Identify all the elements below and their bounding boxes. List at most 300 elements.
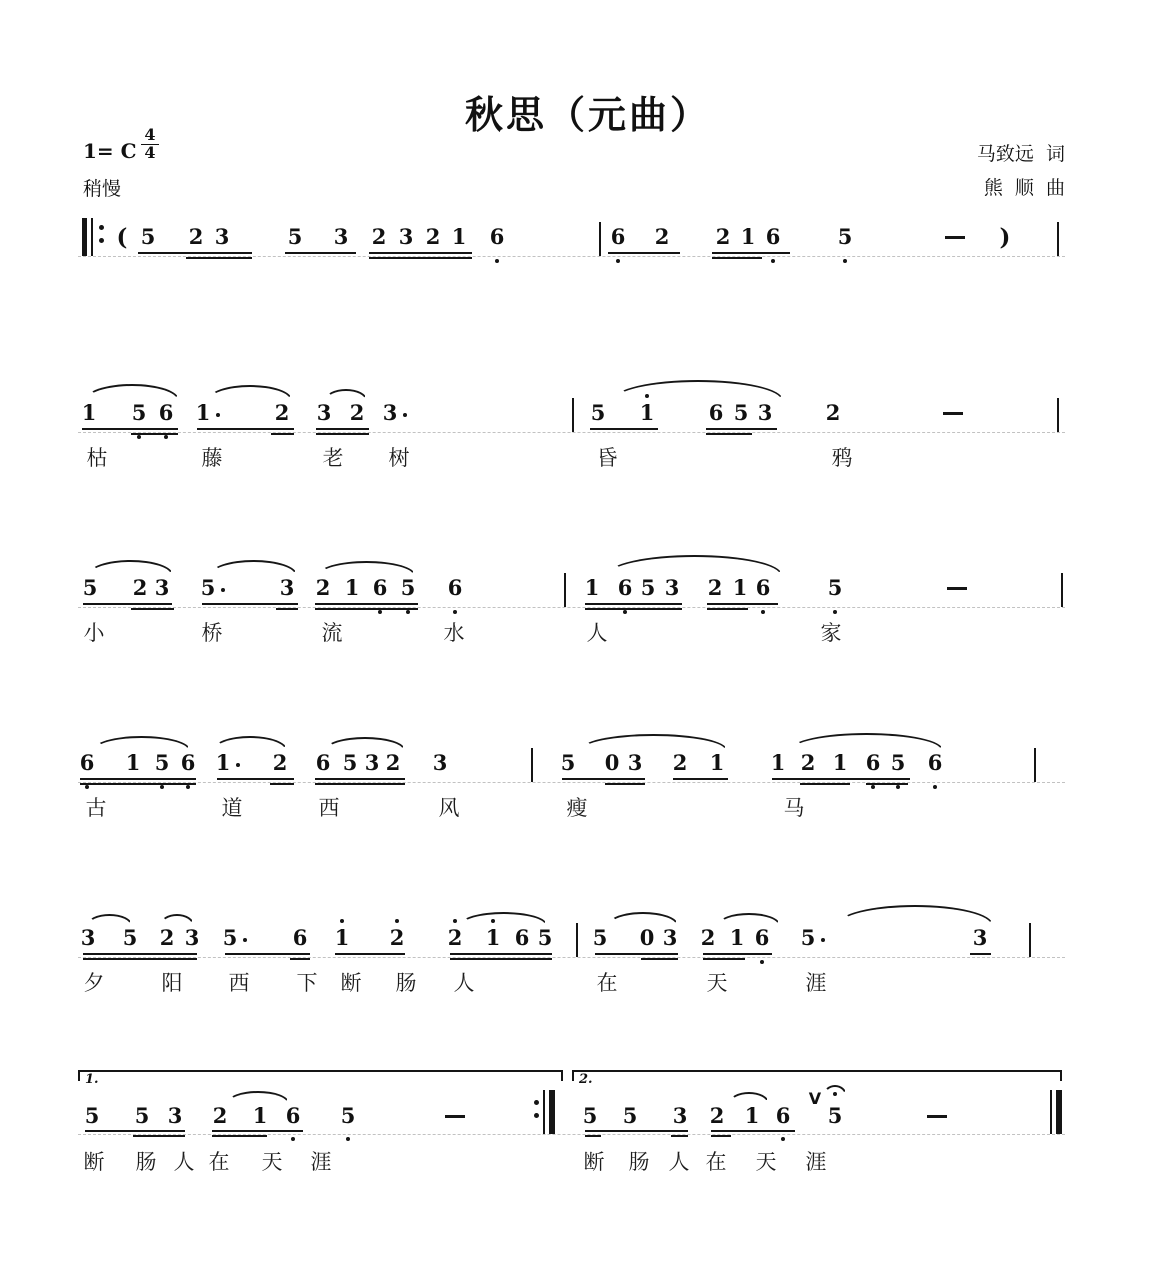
beam-underline [315,778,405,780]
note-digit: 2 [385,750,401,775]
octave-dot-above [340,919,344,923]
beam-underline [83,958,197,960]
beam-underline [706,428,777,430]
note-digit: 5 [560,750,576,775]
note-digit: 5 [200,575,216,600]
time-signature-numerator: 4 [144,125,156,144]
augmentation-dot [236,763,240,767]
note-digit: 2 [800,750,816,775]
lyric-char: 天 [261,1150,283,1174]
octave-dot-below [760,960,764,964]
ending-bracket [572,1070,1062,1081]
note-digit: 5 [222,925,238,950]
dash-extension [927,1115,947,1118]
lyric-char: 天 [706,971,728,995]
note-digit: 3 [80,925,96,950]
note-digit: 6 [315,750,331,775]
lyric-char: 在 [596,971,618,995]
note-digit: 1 [639,400,655,425]
slur-arc [318,561,415,575]
note-digit: 3 [167,1103,183,1128]
lyric-char: 断 [340,971,362,995]
note-digit: 1 [732,575,748,600]
staff-guide-line [78,957,1065,958]
note-digit: 3 [364,750,380,775]
beam-underline [706,433,752,435]
barline [576,923,578,957]
note-digit: 6 [514,925,530,950]
augmentation-dot [821,938,825,942]
note-digit: 1 [832,750,848,775]
note-digit: 2 [349,400,365,425]
lyric-char: 断 [83,1150,105,1174]
beam-underline [562,778,645,780]
beam-underline [450,953,552,955]
note-digit: 2 [707,575,723,600]
beam-underline [712,252,790,254]
note-digit: 5 [827,1103,843,1128]
slur-arc [613,380,783,400]
lyric-char: 小 [83,621,105,645]
beam-underline [315,783,405,785]
augmentation-dot [243,938,247,942]
note-digit: 2 [672,750,688,775]
note-digit: 1 [485,925,501,950]
lyric-char: 藤 [201,446,223,470]
octave-dot-below [495,259,499,263]
octave-dot-above [395,919,399,923]
beam-underline [605,783,645,785]
note-digit: 6 [180,750,196,775]
slur-arc [213,736,287,750]
note-digit: 5 [84,1103,100,1128]
note-digit: 5 [592,925,608,950]
note-digit: 1 [584,575,600,600]
slur-arc [790,733,943,750]
octave-dot-below [771,259,775,263]
note-digit: 6 [765,224,781,249]
note-digit: 1 [195,400,211,425]
note-digit: 2 [274,400,290,425]
octave-dot-below [291,1137,295,1141]
slur-arc [325,737,405,750]
beam-underline [83,603,172,605]
note-digit: 6 [285,1103,301,1128]
beam-underline [703,958,745,960]
lyric-char: 下 [296,971,318,995]
note-digit: 5 [800,925,816,950]
dash-extension [943,412,963,415]
slur-arc [608,912,678,925]
beam-underline [585,603,682,605]
note-digit: 6 [865,750,881,775]
note-digit: 5 [82,575,98,600]
augmentation-dot [403,413,407,417]
repeat-dot [99,225,104,230]
note-digit: 5 [582,1103,598,1128]
note-digit: 0 [604,750,620,775]
note-digit: 6 [447,575,463,600]
note-digit: 3 [333,224,349,249]
time-signature-denominator: 4 [141,144,159,162]
note-digit: 5 [122,925,138,950]
ending-bracket-label: 2. [579,1072,593,1087]
octave-dot-above [645,394,649,398]
octave-dot-below [833,610,837,614]
note-digit: 3 [672,1103,688,1128]
octave-dot-below [378,610,382,614]
octave-dot-below [871,785,875,789]
parenthesis: ( [116,224,128,251]
beam-underline [82,428,178,430]
barline [531,748,533,782]
lyric-char: 流 [321,621,343,645]
beam-underline [711,1130,795,1132]
note-digit: 1 [215,750,231,775]
note-digit: 6 [79,750,95,775]
note-digit: 0 [639,925,655,950]
lyric-char: 家 [820,621,842,645]
lyric-char: 枯 [86,446,108,470]
beam-underline [186,257,252,259]
note-digit: 1 [125,750,141,775]
beam-underline [217,778,294,780]
staff-guide-line [78,432,1065,433]
note-digit: 5 [590,400,606,425]
note-digit: 3 [757,400,773,425]
note-digit: 6 [158,400,174,425]
note-digit: 2 [212,1103,228,1128]
beam-underline [83,953,197,955]
beam-underline [285,252,356,254]
octave-dot-below [843,259,847,263]
slur-arc [227,1091,289,1103]
note-digit: 3 [184,925,200,950]
dash-extension [947,587,967,590]
ending-bracket-label: 1. [85,1072,99,1087]
note-digit: 2 [825,400,841,425]
beam-underline [202,603,298,605]
note-digit: 5 [537,925,553,950]
augmentation-dot [221,588,225,592]
lyric-char: 肠 [135,1150,157,1174]
octave-dot-below [346,1137,350,1141]
repeat-end-barline [543,1090,545,1134]
repeat-begin-barline [82,218,87,256]
lyric-char: 西 [318,796,340,820]
lyric-char: 树 [388,446,410,470]
note-digit: 5 [131,400,147,425]
note-digit: 3 [664,575,680,600]
beam-underline [271,433,294,435]
lyric-char: 涯 [310,1150,332,1174]
slur-arc [718,913,780,925]
lyric-char: 涯 [805,971,827,995]
lyric-char: 肠 [628,1150,650,1174]
repeat-dot [534,1100,539,1105]
lyric-char: 天 [755,1150,777,1174]
dash-extension [945,236,965,239]
note-digit: 2 [371,224,387,249]
beam-underline [585,608,682,610]
octave-dot-below [761,610,765,614]
barline [1057,222,1059,256]
beam-underline [595,953,678,955]
lyric-char: 马 [783,796,805,820]
note-digit: 6 [927,750,943,775]
beam-underline [315,608,418,610]
note-digit: 2 [447,925,463,950]
beam-underline [590,428,658,430]
beam-underline [772,778,910,780]
note-digit: 6 [754,925,770,950]
breath-mark: V [808,1089,822,1108]
barline [1057,398,1059,432]
lyric-char: 老 [322,446,344,470]
octave-dot-below [933,785,937,789]
note-digit: 3 [154,575,170,600]
note-digit: 6 [708,400,724,425]
tempo-marking: 稍慢 [83,178,122,200]
composer-credit: 熊 顺 曲 [983,177,1065,199]
beam-underline [335,953,405,955]
beam-underline [85,1130,185,1132]
beam-underline [712,257,762,259]
note-digit: 3 [432,750,448,775]
barline [1029,923,1031,957]
octave-dot-below [186,785,190,789]
octave-dot-above [453,919,457,923]
octave-dot-above [491,919,495,923]
staff-guide-line [78,782,1065,783]
octave-dot-below [781,1137,785,1141]
beam-underline [703,953,772,955]
octave-dot-below [164,435,168,439]
dash-extension [445,1115,465,1118]
note-digit: 3 [662,925,678,950]
octave-dot-below [85,785,89,789]
note-digit: 2 [315,575,331,600]
note-digit: 3 [398,224,414,249]
note-digit: 1 [709,750,725,775]
octave-dot-below [406,610,410,614]
final-barline [1050,1090,1052,1134]
note-digit: 3 [382,400,398,425]
slur-arc [88,560,173,575]
note-digit: 5 [837,224,853,249]
lyric-char: 涯 [805,1150,827,1174]
lyric-char: 道 [221,796,243,820]
time-signature [141,127,159,162]
lyric-char: 人 [173,1150,195,1174]
note-digit: 2 [425,224,441,249]
beam-underline [80,778,196,780]
beam-underline [290,958,310,960]
repeat-dot [99,238,104,243]
note-digit: 2 [272,750,288,775]
lyric-char: 断 [583,1150,605,1174]
note-digit: 2 [389,925,405,950]
note-digit: 2 [715,224,731,249]
barline [564,573,566,607]
ending-bracket [78,1070,563,1081]
repeat-end-barline [549,1090,555,1134]
beam-underline [673,778,728,780]
note-digit: 5 [640,575,656,600]
note-digit: 2 [188,224,204,249]
note-digit: 2 [132,575,148,600]
slur-arc [580,734,727,750]
slur-arc [87,914,132,925]
octave-dot-below [616,259,620,263]
note-digit: 3 [279,575,295,600]
lyric-char: 肠 [395,971,417,995]
beam-underline [369,257,472,259]
lyric-char: 阳 [161,971,183,995]
note-digit: 6 [489,224,505,249]
beam-underline [225,953,310,955]
octave-dot-below [453,610,457,614]
lyric-char: 人 [668,1150,690,1174]
lyric-char: 桥 [201,621,223,645]
lyric-char: 人 [453,971,475,995]
barline [572,398,574,432]
parenthesis: ) [999,224,1011,251]
beam-underline [316,433,369,435]
slur-arc [325,389,367,400]
song-title: 秋思（元曲） [464,92,711,137]
note-digit: 5 [134,1103,150,1128]
slur-arc [607,555,782,575]
note-digit: 1 [729,925,745,950]
note-digit: 3 [972,925,988,950]
lyric-char: 古 [85,796,107,820]
octave-dot-below [137,435,141,439]
lyric-char: 昏 [596,446,618,470]
beam-underline [80,783,196,785]
note-digit: 5 [154,750,170,775]
lyric-char: 在 [705,1150,727,1174]
beam-underline [133,1135,185,1137]
barline [1061,573,1063,607]
beam-underline [800,783,850,785]
beam-underline [671,1135,688,1137]
note-digit: 6 [610,224,626,249]
barline [1034,748,1036,782]
beam-underline [270,783,294,785]
lyric-char: 水 [443,621,465,645]
note-digit: 2 [709,1103,725,1128]
beam-underline [197,428,294,430]
slur-arc [160,914,194,925]
beam-underline [707,608,748,610]
note-digit: 6 [617,575,633,600]
beam-underline [608,252,680,254]
note-digit: 6 [755,575,771,600]
lyric-char: 风 [438,796,460,820]
fermata-dot [833,1092,837,1096]
beam-underline [138,252,252,254]
augmentation-dot [216,413,220,417]
note-digit: 1 [81,400,97,425]
lyric-char: 夕 [83,971,105,995]
lyric-char: 瘦 [566,796,588,820]
beam-underline [970,953,991,955]
beam-underline [316,428,369,430]
beam-underline [585,1130,688,1132]
beam-underline [212,1130,303,1132]
beam-underline [212,1135,267,1137]
note-digit: 6 [775,1103,791,1128]
beam-underline [315,603,418,605]
note-digit: 5 [827,575,843,600]
note-digit: 5 [622,1103,638,1128]
note-digit: 5 [342,750,358,775]
note-digit: 1 [344,575,360,600]
note-digit: 5 [890,750,906,775]
note-digit: 1 [770,750,786,775]
slur-arc [85,384,179,400]
octave-dot-below [160,785,164,789]
slur-arc [93,736,190,750]
lyric-char: 在 [208,1150,230,1174]
lyric-char: 人 [586,621,608,645]
slur-arc [729,1092,769,1103]
beam-underline [450,958,552,960]
note-digit: 2 [700,925,716,950]
beam-underline [641,958,678,960]
repeat-begin-barline [91,218,93,256]
repeat-dot [534,1113,539,1118]
note-digit: 6 [292,925,308,950]
note-digit: 1 [451,224,467,249]
note-digit: 5 [140,224,156,249]
note-digit: 2 [159,925,175,950]
note-digit: 1 [744,1103,760,1128]
octave-dot-below [896,785,900,789]
note-digit: 2 [654,224,670,249]
note-digit: 3 [214,224,230,249]
beam-underline [369,252,472,254]
slur-arc [210,560,297,575]
final-barline [1056,1090,1062,1134]
staff-guide-line [78,607,1065,608]
lyric-char: 鸦 [831,446,853,470]
note-digit: 3 [316,400,332,425]
lyric-char: 西 [228,971,250,995]
note-digit: 5 [733,400,749,425]
note-digit: 1 [334,925,350,950]
note-digit: 3 [627,750,643,775]
note-digit: 5 [287,224,303,249]
key-signature: 1= C [83,139,137,163]
slur-arc [208,385,292,400]
slur-arc [460,912,547,925]
note-digit: 5 [340,1103,356,1128]
slur-arc [837,905,993,925]
beam-underline [711,1135,731,1137]
octave-dot-below [623,610,627,614]
note-digit: 1 [252,1103,268,1128]
beam-underline [707,603,778,605]
beam-underline [276,608,298,610]
beam-underline [585,1135,601,1137]
barline [599,222,601,256]
note-digit: 6 [372,575,388,600]
lyricist-credit: 马致远 词 [976,143,1065,165]
beam-underline [131,608,174,610]
note-digit: 1 [740,224,756,249]
